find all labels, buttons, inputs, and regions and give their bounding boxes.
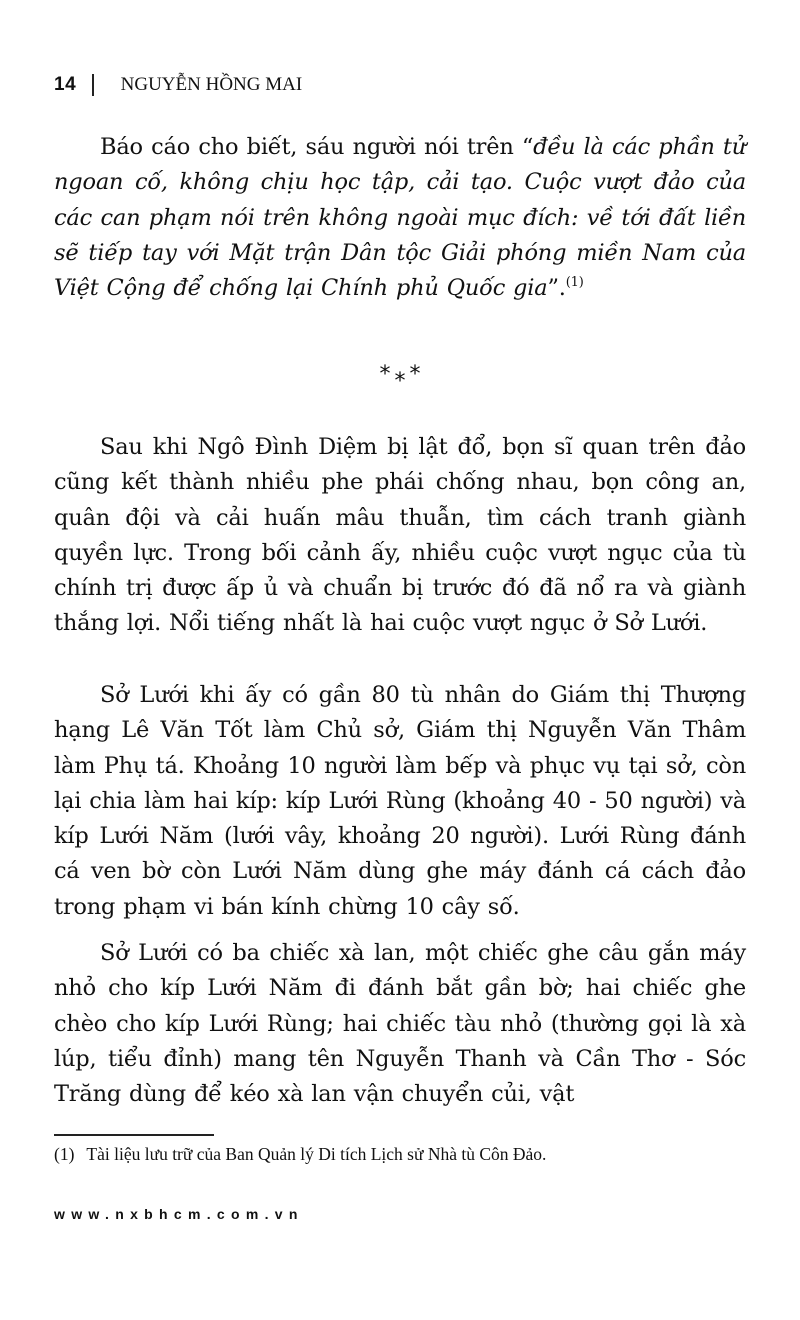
page-number: 14	[54, 74, 77, 95]
section-separator	[0, 360, 800, 394]
paragraph-so-luoi-staff	[54, 678, 746, 925]
author-name: NGUYỄN HỒNG MAI	[120, 74, 303, 95]
asterisk-icon: *	[409, 362, 421, 387]
footnote-text: Tài liệu lưu trữ của Ban Quản lý Di tích Lịch sử Nhà tù Côn Đảo.	[86, 1144, 547, 1164]
header-divider	[92, 74, 94, 96]
paragraph-text: Sở Lưới có ba chiếc xà lan, một chiếc ghe câu gắn máy nhỏ cho kíp Lưới Năm đi đánh bắt gần bờ; hai chiếc ghe chèo cho kíp Lưới Rùng; hai chiếc tàu nhỏ (thường gọi là xà lúp, tiểu đỉnh) mang tên Nguyễn Thanh và Cần Thơ - Sóc Trăng dùng để kéo xà lan vận chuyển củi, vật	[54, 940, 746, 1108]
publisher-url: www.nxbhcm.com.vn	[54, 1206, 304, 1222]
footnote	[54, 1141, 546, 1167]
quoted-report-text: đều là các phần tử ngoan cố, không chịu học tập, cải tạo. Cuộc vượt đảo của các can phạm nói trên không ngoài mục đích: về tới đất liền sẽ tiếp tay với Mặt trận Dân tộc Giải phóng miền Nam của Việt Cộng để chống lại Chính phủ Quốc gia	[54, 134, 746, 302]
paragraph-report-quote	[54, 130, 746, 306]
footnote-reference[interactable]: (1)	[565, 275, 584, 291]
paragraph-text: Sở Lưới khi ấy có gần 80 tù nhân do Giám thị Thượng hạng Lê Văn Tốt làm Chủ sở, Giám thị Nguyễn Văn Thâm làm Phụ tá. Khoảng 10 người làm bếp và phục vụ tại sở, còn lại chia làm hai kíp: kíp Lưới Rùng (khoảng 40 - 50 người) và kíp Lưới Năm (lưới vây, khoảng 20 người). Lưới Rùng đánh cá ven bờ còn Lưới Năm dùng ghe máy đánh cá cách đảo trong phạm vi bán kính chừng 10 cây số.	[54, 682, 746, 920]
asterisk-icon: *	[394, 369, 406, 394]
footnote-mark: (1)	[54, 1144, 75, 1164]
running-header	[54, 70, 302, 100]
footnote-divider	[54, 1134, 214, 1136]
asterisk-icon: *	[379, 362, 391, 387]
paragraph-after-diem	[54, 430, 746, 642]
paragraph-text: Sau khi Ngô Đình Diệm bị lật đổ, bọn sĩ quan trên đảo cũng kết thành nhiều phe phái chống nhau, bọn công an, quân đội và cải huấn mâu thuẫn, tìm cách tranh giành quyền lực. Trong bối cảnh ấy, nhiều cuộc vượt ngục của tù chính trị được ấp ủ và chuẩn bị trước đó đã nổ ra và giành thắng lợi. Nổi tiếng nhất là hai cuộc vượt ngục ở Sở Lưới.	[54, 434, 746, 637]
quote-close: ”.	[547, 275, 566, 302]
paragraph-so-luoi-boats	[54, 936, 746, 1112]
paragraph-lead: Báo cáo cho biết, sáu người nói trên “	[100, 134, 534, 160]
